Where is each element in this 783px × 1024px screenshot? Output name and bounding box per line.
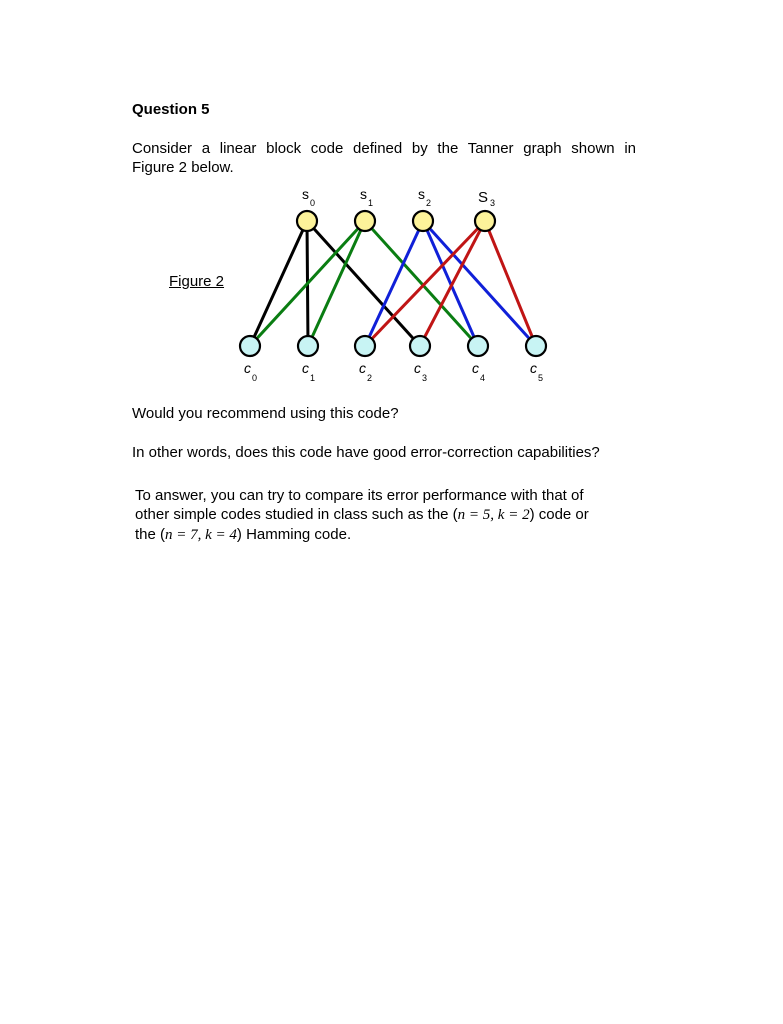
check-sub-2: 2 [426,198,432,208]
variable-sub-4: 4 [480,373,486,383]
check-node-3 [475,211,495,231]
variable-node-3 [410,336,430,356]
check-label-1: s [360,186,367,202]
answer-line-3-prefix: the ( [135,526,166,543]
variable-node-5 [526,336,546,356]
intro-line-2: Figure 2 below. [132,159,234,176]
check-sub-0: 0 [310,198,316,208]
edge-s0-c3 [307,221,420,346]
variable-node-0 [240,336,260,356]
check-label-2: s [418,186,425,202]
answer-line-2-prefix: other simple codes studied in class such as the ( [135,506,458,523]
code2-n: n = 7 [165,527,198,543]
check-node-1 [355,211,375,231]
tanner-graph [0,0,783,420]
variable-node-1 [298,336,318,356]
answer-hint [135,486,635,545]
variable-sub-5: 5 [538,373,544,383]
code2-separator: , [197,527,206,543]
variable-label-3: c [414,360,421,376]
code1-n: n = 5 [457,507,491,523]
variable-node-2 [355,336,375,356]
answer-line-1: To answer, you can try to compare its error performance with that of [135,487,584,504]
answer-line-2 [135,505,635,525]
edge-s1-c1 [308,221,365,346]
answer-line-2-suffix: ) code or [529,506,589,523]
variable-sub-1: 1 [310,373,316,383]
variable-label-4: c [472,360,479,376]
check-sub-1: 1 [368,198,374,208]
answer-line-3 [135,525,635,545]
edge-s2-c2 [365,221,423,346]
answer-line-3-suffix: ) Hamming code. [236,526,352,543]
variable-sub-0: 0 [252,373,258,383]
check-node-0 [297,211,317,231]
question-recommend: Would you recommend using this code? [132,405,399,422]
check-node-2 [413,211,433,231]
variable-label-1: c [302,360,309,376]
variable-label-2: c [359,360,366,376]
question-title: Question 5 [132,101,210,118]
code1-k: k = 2 [497,507,530,523]
check-label-3: S [478,189,489,206]
edge-s3-c5 [485,221,536,346]
code1-separator: , [490,507,498,523]
variable-node-4 [468,336,488,356]
variable-label-5: c [530,360,537,376]
check-sub-3: 3 [490,198,496,208]
variable-label-0: c [244,360,251,376]
check-label-0: s [302,186,309,202]
code2-k: k = 4 [205,527,237,543]
variable-sub-2: 2 [367,373,373,383]
question-error-correction: In other words, does this code have good error-correction capabilities? [132,444,600,461]
edge-s0-c0 [250,221,307,346]
variable-sub-3: 3 [422,373,428,383]
figure-label: Figure 2 [169,273,225,290]
edge-s2-c5 [423,221,536,346]
intro-line-1: Consider a linear block code defined by the Tanner graph shown in [132,140,636,157]
